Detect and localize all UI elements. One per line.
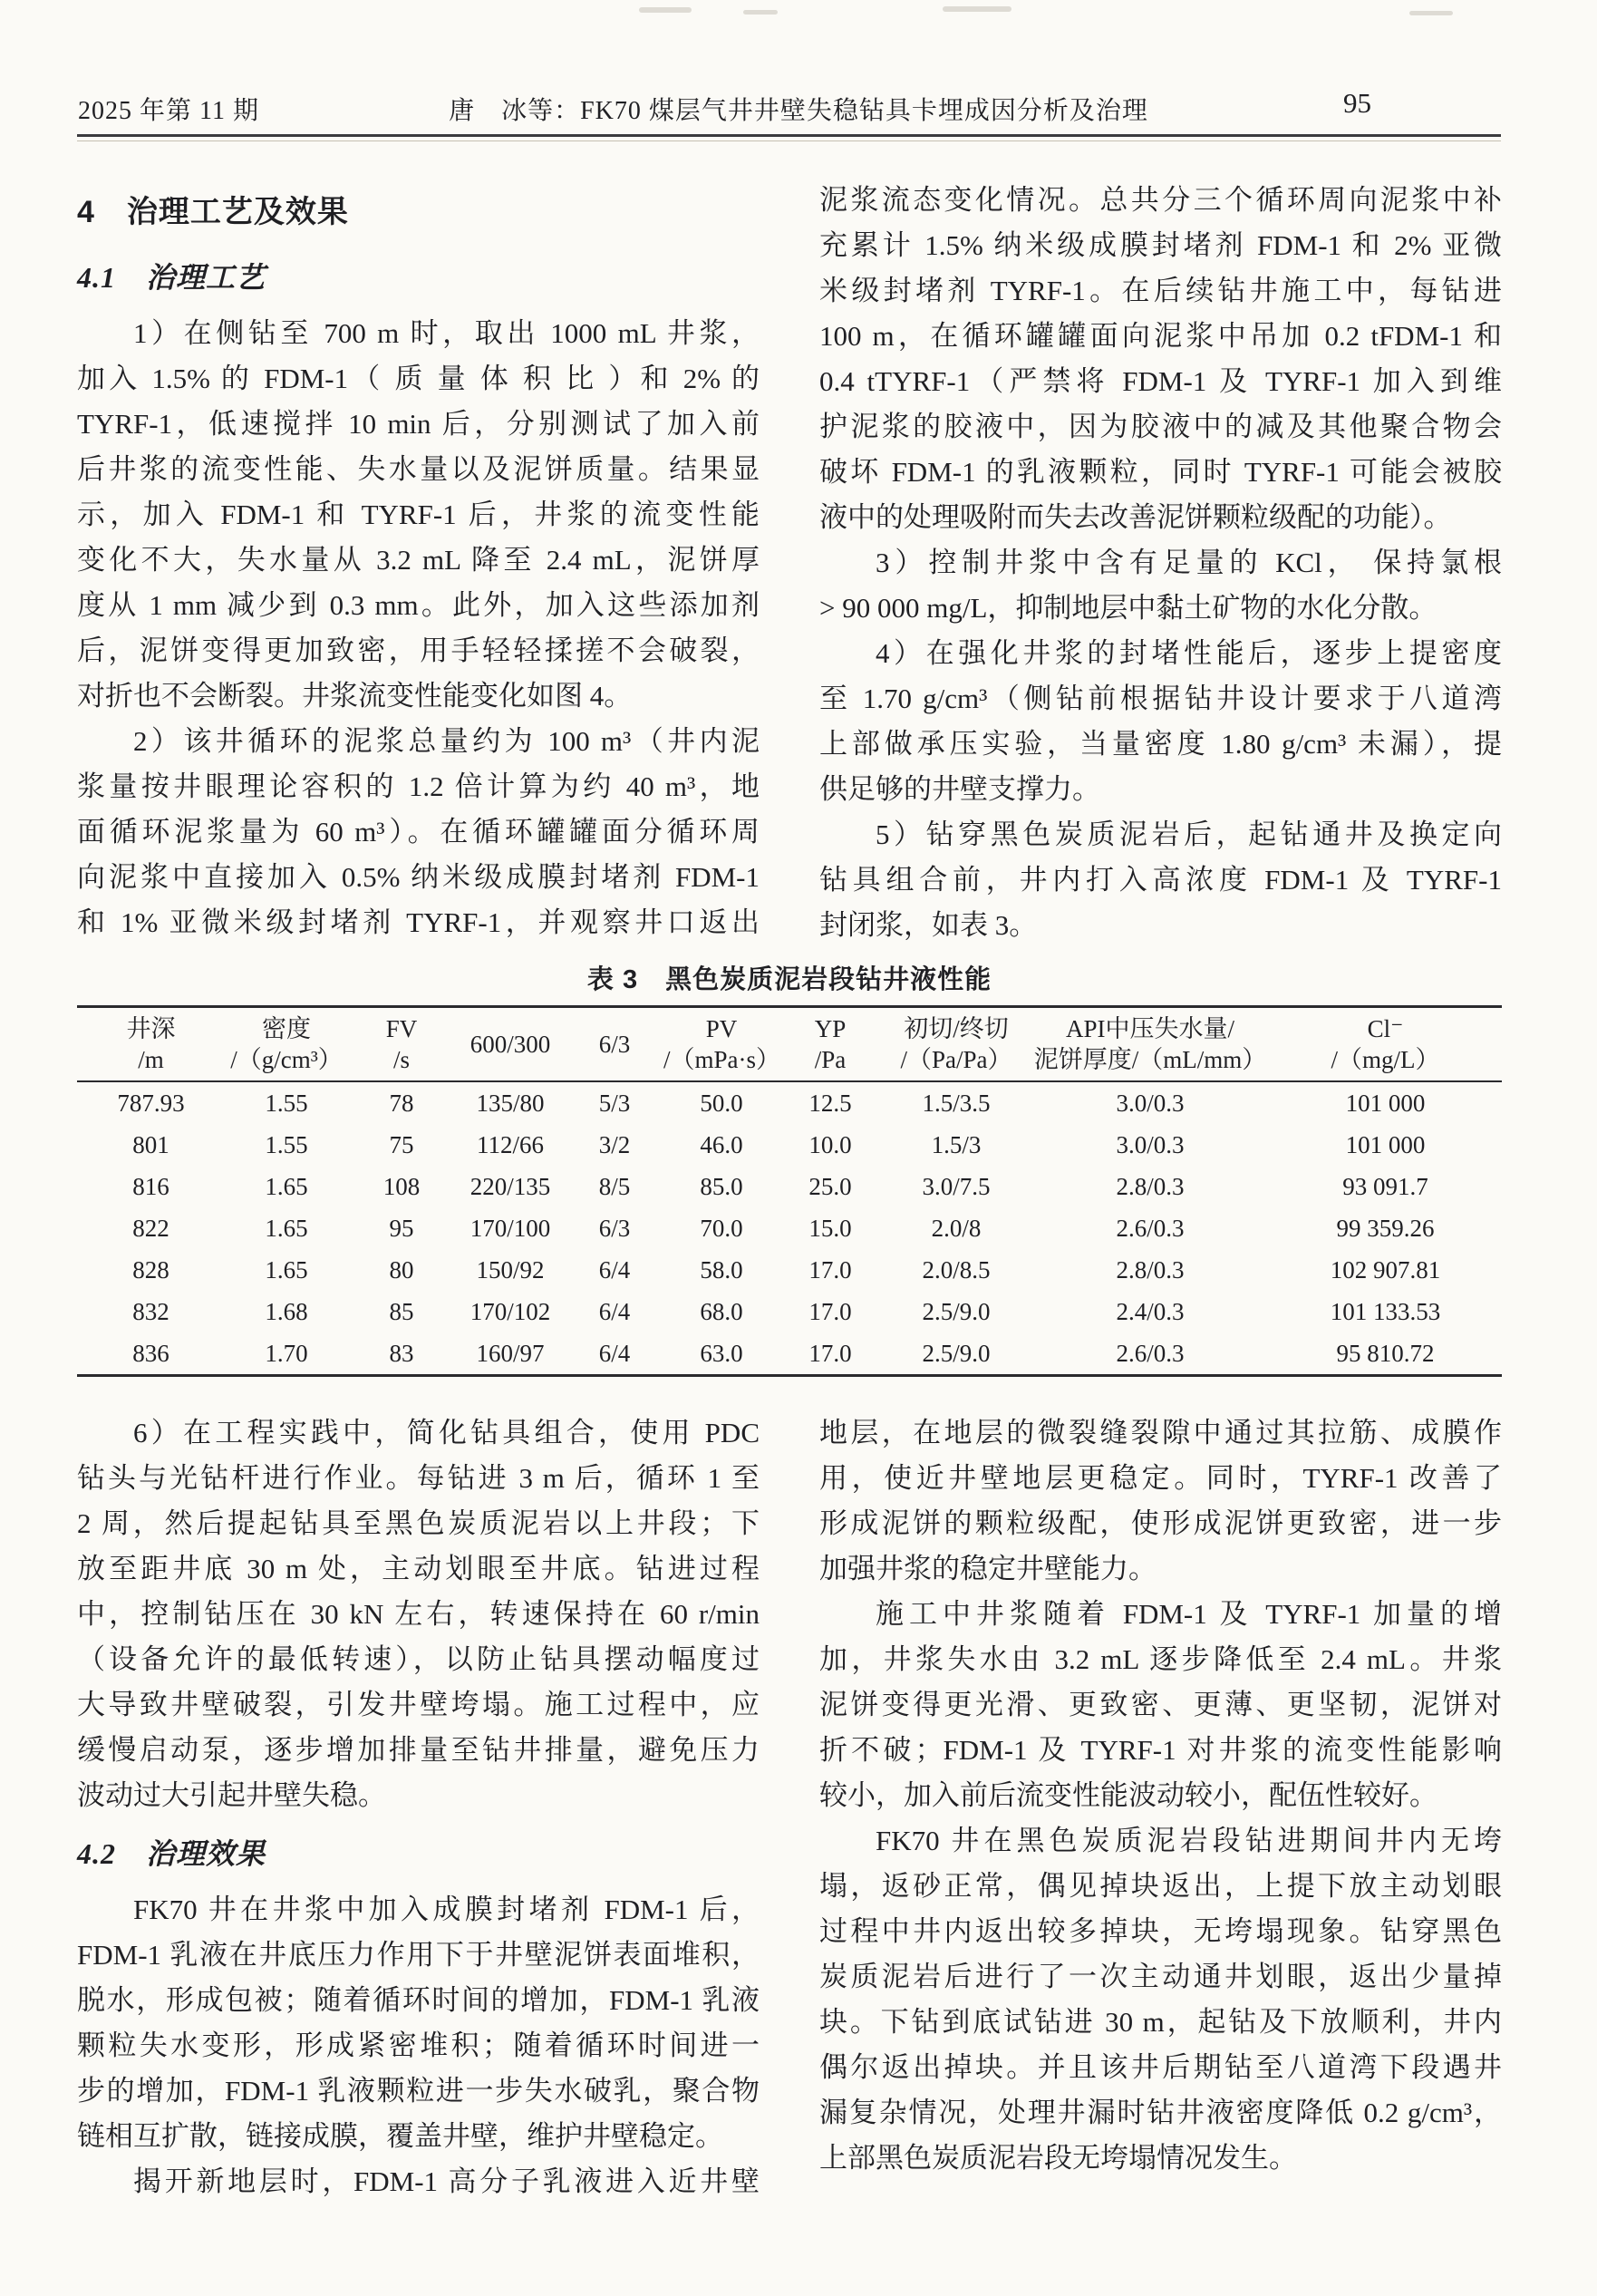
text-line: 面循环泥浆量为 60 m³）。在循环罐罐面分循环周 (77, 816, 760, 848)
text-line: 浆量按井眼理论容积的 1.2 倍计算为约 40 m³，地 (77, 770, 760, 802)
text-line: 加，井浆失水由 3.2 mL 逐步降低至 2.4 mL。井浆 (819, 1643, 1502, 1675)
lower-columns (77, 1410, 1502, 2204)
table-header-cell (1031, 1007, 1269, 1082)
text-line: 折不破；FDM-1 及 TYRF-1 对井浆的流变性能影响 (819, 1734, 1502, 1766)
subsection-heading: 4.1 治理工艺 (77, 261, 266, 294)
table-cell: 46.0 (700, 1130, 743, 1158)
text-line: 度从 1 mm 减少到 0.3 mm。此外，加入这些添加剂 (77, 589, 760, 621)
table-row (77, 1249, 1502, 1291)
table-header-cell (348, 1007, 455, 1082)
text-line: 5）钻穿黑色炭质泥岩后，起钻通井及换定向 (876, 819, 1502, 850)
paragraph (819, 1592, 1502, 1818)
table-header-line: 600/300 (469, 1031, 551, 1058)
text-line: 上部做承压实验，当量密度 1.80 g/cm³ 未漏），提 (819, 728, 1502, 760)
header-rule (77, 134, 1501, 137)
text-line: 破坏 FDM-1 的乳液颗粒，同时 TYRF-1 可能会被胶 (819, 456, 1502, 488)
paragraph (77, 1887, 760, 2159)
text-line: 施工中井浆随着 FDM-1 及 TYRF-1 加量的增 (876, 1598, 1502, 1630)
table-header-cell (77, 1007, 225, 1082)
table-header-line: 6/3 (598, 1031, 631, 1058)
table-cell: 12.5 (808, 1089, 852, 1117)
table-cell: 6/4 (598, 1255, 631, 1284)
table-cell: 85.0 (700, 1172, 743, 1200)
subsection-heading: 4.2 治理效果 (77, 1837, 266, 1870)
table-header-line: /（g/cm³） (230, 1046, 343, 1073)
table-cell: 1.55 (265, 1130, 308, 1158)
table-header-line: /（mg/L） (1331, 1046, 1440, 1073)
text-line: 泥浆流态变化情况。总共分三个循环周向泥浆中补 (819, 184, 1502, 216)
table-cell: 801 (132, 1130, 169, 1158)
table-header-cell (566, 1007, 663, 1082)
table-row (77, 1081, 1502, 1124)
table-cell: 63.0 (700, 1339, 743, 1367)
table-cell: 816 (132, 1172, 169, 1200)
table-cell: 6/3 (598, 1214, 631, 1242)
text-line: TYRF-1，低速搅拌 10 min 后，分别测试了加入前 (77, 408, 760, 440)
table-header-line: /m (138, 1046, 164, 1073)
paragraph (819, 631, 1502, 812)
table-cell: 2.8/0.3 (1116, 1172, 1185, 1200)
table-header-cell (779, 1007, 881, 1082)
text-line: 液中的处理吸附而失去改善泥饼颗粒级配的功能）。 (819, 501, 1452, 533)
table-cell: 3.0/0.3 (1116, 1089, 1185, 1117)
text-line: 偶尔返出掉块。并且该井后期钻至八道湾下段遇井 (819, 2051, 1502, 2083)
text-line: 供足够的井壁支撑力。 (819, 773, 1100, 805)
paragraph (77, 1410, 760, 1818)
text-line: 地层，在地层的微裂缝裂隙中通过其拉筋、成膜作 (819, 1417, 1502, 1448)
text-line: 和 1% 亚微米级封堵剂 TYRF-1，并观察井口返出 (77, 906, 760, 938)
table-cell: 70.0 (700, 1214, 743, 1242)
table-cell: 1.70 (265, 1339, 308, 1367)
text-line: 步的增加，FDM-1 乳液颗粒进一步失水破乳，聚合物 (77, 2075, 760, 2107)
table-cell: 2.0/8.5 (922, 1255, 991, 1284)
section-heading: 4 治理工艺及效果 (77, 195, 349, 229)
table-cell: 78 (389, 1089, 414, 1117)
text-line: 缓慢启动泵，逐步增加排量至钻井排量，避免压力 (77, 1734, 760, 1766)
table-row (77, 1332, 1502, 1376)
table-cell: 1.55 (265, 1089, 308, 1117)
upper-columns (77, 178, 1502, 948)
text-line: 颗粒失水变形，形成紧密堆积；随着循环时间进一 (77, 2030, 760, 2061)
table-cell: 102 907.81 (1330, 1255, 1441, 1284)
table-row (77, 1124, 1502, 1166)
text-line: 过程中井内返出较多掉块，无垮塌现象。钻穿黑色 (819, 1915, 1502, 1947)
table3-body (77, 1081, 1502, 1376)
table-cell: 17.0 (808, 1255, 852, 1284)
scan-artifact (743, 10, 778, 15)
paragraph (77, 311, 760, 719)
table-cell: 2.5/9.0 (922, 1297, 991, 1325)
table-header-cell (1269, 1007, 1502, 1082)
journal-issue: 2025 年第 11 期 (78, 97, 259, 125)
paragraph (819, 812, 1502, 948)
table-cell: 3.0/7.5 (922, 1172, 991, 1200)
table-cell: 101 133.53 (1330, 1297, 1441, 1325)
text-line: 0.4 tTYRF-1（严禁将 FDM-1 及 TYRF-1 加入到维 (819, 365, 1502, 397)
text-line: 后井浆的流变性能、失水量以及泥饼质量。结果显 (77, 453, 760, 485)
text-line: FDM-1 乳液在井底压力作用下于井壁泥饼表面堆积， (77, 1939, 760, 1971)
table-header-line: YP (814, 1015, 847, 1042)
text-line: 形成泥饼的颗粒级配，使形成泥饼更致密，进一步 (819, 1507, 1502, 1539)
text-line: 充累计 1.5% 纳米级成膜封堵剂 FDM-1 和 2% 亚微 (819, 229, 1502, 261)
table-header-cell (881, 1007, 1031, 1082)
upper-left-column (77, 178, 760, 948)
table-cell: 108 (382, 1172, 421, 1200)
table-cell: 6/4 (598, 1339, 631, 1367)
paragraph (77, 719, 760, 945)
text-line: 2）该井循环的泥浆总量约为 100 m³（井内泥 (133, 725, 760, 757)
table-header-line: /（mPa·s） (663, 1046, 781, 1073)
text-line: 3）控制井浆中含有足量的 KCl， 保持氯根 (876, 547, 1502, 578)
header-rule-echo (77, 140, 1501, 141)
table-header-cell (663, 1007, 779, 1082)
text-line: FK70 井在黑色炭质泥岩段钻进期间井内无垮 (876, 1825, 1502, 1856)
text-line: 中，控制钻压在 30 kN 左右，转速保持在 60 r/min (77, 1598, 760, 1630)
text-line: 较小，加入前后流变性能波动较小，配伍性较好。 (819, 1779, 1437, 1811)
table3-block (77, 959, 1502, 1377)
table-cell: 8/5 (598, 1172, 631, 1200)
text-line: 6）在工程实践中，简化钻具组合，使用 PDC (133, 1417, 760, 1448)
table-cell: 170/100 (469, 1214, 551, 1242)
table-cell: 3/2 (598, 1130, 631, 1158)
text-line: 1）在侧钻至 700 m 时，取出 1000 mL 井浆， (133, 317, 760, 349)
table-cell: 3.0/0.3 (1116, 1130, 1185, 1158)
text-line: 护泥浆的胶液中，因为胶液中的减及其他聚合物会 (819, 411, 1502, 442)
table-cell: 822 (132, 1214, 169, 1242)
table-cell: 832 (132, 1297, 169, 1325)
text-line: 泥饼变得更光滑、更致密、更薄、更坚韧，泥饼对 (819, 1689, 1502, 1720)
table-cell: 1.65 (265, 1214, 308, 1242)
table-cell: 95 810.72 (1336, 1339, 1435, 1367)
table-row (77, 1207, 1502, 1249)
text-line: 4）在强化井浆的封堵性能后，逐步上提密度 (876, 637, 1502, 669)
text-line: 对折也不会断裂。井浆流变性能变化如图 4。 (77, 680, 633, 712)
table-cell: 85 (389, 1297, 414, 1325)
table-header-line: 密度 (262, 1015, 311, 1042)
table-cell: 101 000 (1345, 1089, 1426, 1117)
table-cell: 95 (389, 1214, 414, 1242)
table-cell: 2.0/8 (931, 1214, 982, 1242)
table-cell: 75 (389, 1130, 414, 1158)
text-line: 示，加入 FDM-1 和 TYRF-1 后，井浆的流变性能 (77, 499, 760, 530)
table-header-line: API中压失水量/ (1065, 1015, 1234, 1042)
table-header-line: 井深 (126, 1015, 176, 1042)
table-cell: 99 359.26 (1336, 1214, 1435, 1242)
text-line: 向泥浆中直接加入 0.5% 纳米级成膜封堵剂 FDM-1 (77, 861, 760, 893)
text-line: 封闭浆，如表 3。 (819, 909, 1038, 941)
table-cell: 15.0 (808, 1214, 852, 1242)
text-line: 至 1.70 g/cm³（侧钻前根据钻井设计要求于八道湾 (819, 683, 1502, 714)
table-cell: 5/3 (598, 1089, 631, 1117)
table-cell: 2.6/0.3 (1116, 1214, 1185, 1242)
text-line: 波动过大引起井壁失稳。 (77, 1779, 386, 1811)
text-line: 上部黑色炭质泥岩段无垮塌情况发生。 (819, 2142, 1297, 2174)
table-row (77, 1166, 1502, 1207)
text-line: 大导致井壁破裂，引发井壁垮塌。施工过程中，应 (77, 1689, 760, 1720)
scan-artifact (639, 7, 692, 13)
table-cell: 836 (132, 1339, 169, 1367)
text-line: 加入 1.5% 的 FDM-1（ 质 量 体 积 比 ）和 2% 的 (77, 363, 760, 394)
table-cell: 25.0 (808, 1172, 852, 1200)
lower-right-column (819, 1410, 1502, 2204)
text-line: 100 m，在循环罐罐面向泥浆中吊加 0.2 tFDM-1 和 (819, 320, 1502, 352)
text-line: 钻具组合前，井内打入高浓度 FDM-1 及 TYRF-1 (819, 864, 1502, 896)
text-line: 漏复杂情况，处理井漏时钻井液密度降低 0.2 g/cm³， (819, 2097, 1502, 2128)
table-cell: 10.0 (808, 1130, 852, 1158)
table-cell: 2.4/0.3 (1116, 1297, 1185, 1325)
table-header-line: Cl⁻ (1367, 1015, 1404, 1042)
text-line: 2 周，然后提起钻具至黑色炭质泥岩以上井段；下 (77, 1507, 760, 1539)
running-title: 唐 冰等：FK70 煤层气井井壁失稳钻具卡埋成因分析及治理 (449, 97, 1148, 125)
table-cell: 1.65 (265, 1255, 308, 1284)
table-header-line: 泥饼厚度/（mL/mm） (1033, 1046, 1267, 1073)
text-line: 米级封堵剂 TYRF-1。在后续钻井施工中，每钻进 (819, 275, 1502, 306)
text-line: 加强井浆的稳定井壁能力。 (819, 1553, 1157, 1584)
text-line: （设备允许的最低转速），以防止钻具摆动幅度过 (77, 1643, 760, 1675)
table-header-line: FV (385, 1015, 418, 1042)
table-cell: 68.0 (700, 1297, 743, 1325)
table-cell: 112/66 (477, 1130, 544, 1158)
table-cell: 170/102 (469, 1297, 551, 1325)
table-cell: 80 (389, 1255, 414, 1284)
page-number: 95 (1343, 87, 1371, 119)
table-cell: 17.0 (808, 1297, 852, 1325)
lower-left-column (77, 1410, 760, 2204)
table-cell: 93 091.7 (1342, 1172, 1428, 1200)
table-cell: 160/97 (476, 1339, 545, 1367)
table-cell: 135/80 (476, 1089, 545, 1117)
table-header-line: /Pa (814, 1046, 847, 1073)
table3-head (77, 1007, 1502, 1082)
table-header-line: 初切/终切 (904, 1015, 1009, 1042)
table-cell: 1.5/3 (931, 1130, 982, 1158)
table-cell: 50.0 (700, 1089, 743, 1117)
table3 (77, 1005, 1502, 1377)
table-cell: 1.5/3.5 (922, 1089, 991, 1117)
upper-right-column (819, 178, 1502, 948)
table-cell: 828 (132, 1255, 169, 1284)
table-cell: 17.0 (808, 1339, 852, 1367)
table-cell: 2.5/9.0 (922, 1339, 991, 1367)
paragraph (819, 1410, 1502, 1592)
table-header-line: PV (705, 1015, 738, 1042)
text-line: 塌，返砂正常，偶见掉块返出，上提下放主动划眼 (819, 1870, 1502, 1902)
table-cell: 101 000 (1345, 1130, 1426, 1158)
text-line: > 90 000 mg/L，抑制地层中黏土矿物的水化分散。 (819, 592, 1437, 624)
scan-artifact (943, 6, 1011, 12)
table-cell: 6/4 (598, 1297, 631, 1325)
paragraph (819, 1818, 1502, 2181)
table-row (77, 1291, 1502, 1332)
paragraph (819, 178, 1502, 540)
text-line: 脱水，形成包被；随着循环时间的增加，FDM-1 乳液 (77, 1984, 760, 2016)
text-line: 块。下钻到底试钻进 30 m，起钻及下放顺利，井内 (819, 2006, 1502, 2038)
table-cell: 58.0 (700, 1255, 743, 1284)
text-line: 炭质泥岩后进行了一次主动通井划眼，返出少量掉 (819, 1961, 1502, 1992)
table-cell: 1.68 (265, 1297, 308, 1325)
table-cell: 83 (389, 1339, 414, 1367)
text-line: 链相互扩散，链接成膜，覆盖井壁，维护井壁稳定。 (77, 2120, 723, 2152)
table-header-line: /（Pa/Pa） (900, 1046, 1012, 1073)
paragraph (77, 2159, 760, 2204)
table-cell: 787.93 (117, 1089, 185, 1117)
table-cell: 220/135 (469, 1172, 551, 1200)
text-line: FK70 井在井浆中加入成膜封堵剂 FDM-1 后， (133, 1894, 760, 1925)
text-line: 放至距井底 30 m 处，主动划眼至井底。钻进过程 (77, 1553, 760, 1584)
table-header-cell (225, 1007, 348, 1082)
table-cell: 150/92 (476, 1255, 545, 1284)
paragraph (819, 540, 1502, 631)
table-header-line: /s (392, 1046, 410, 1073)
table3-caption: 表 3 黑色炭质泥岩段钻井液性能 (586, 965, 992, 994)
text-line: 用，使近井壁地层更稳定。同时，TYRF-1 改善了 (819, 1462, 1502, 1494)
table-cell: 1.65 (265, 1172, 308, 1200)
text-line: 后，泥饼变得更加致密，用手轻轻揉搓不会破裂， (77, 635, 760, 666)
text-line: 变化不大，失水量从 3.2 mL 降至 2.4 mL，泥饼厚 (77, 544, 760, 576)
table-cell: 2.8/0.3 (1116, 1255, 1185, 1284)
scan-artifact (1409, 11, 1453, 15)
text-line: 钻头与光钻杆进行作业。每钻进 3 m 后，循环 1 至 (77, 1462, 760, 1494)
table-header-cell (455, 1007, 566, 1082)
text-line: 揭开新地层时，FDM-1 高分子乳液进入近井壁 (133, 2165, 760, 2197)
table-cell: 2.6/0.3 (1116, 1339, 1185, 1367)
